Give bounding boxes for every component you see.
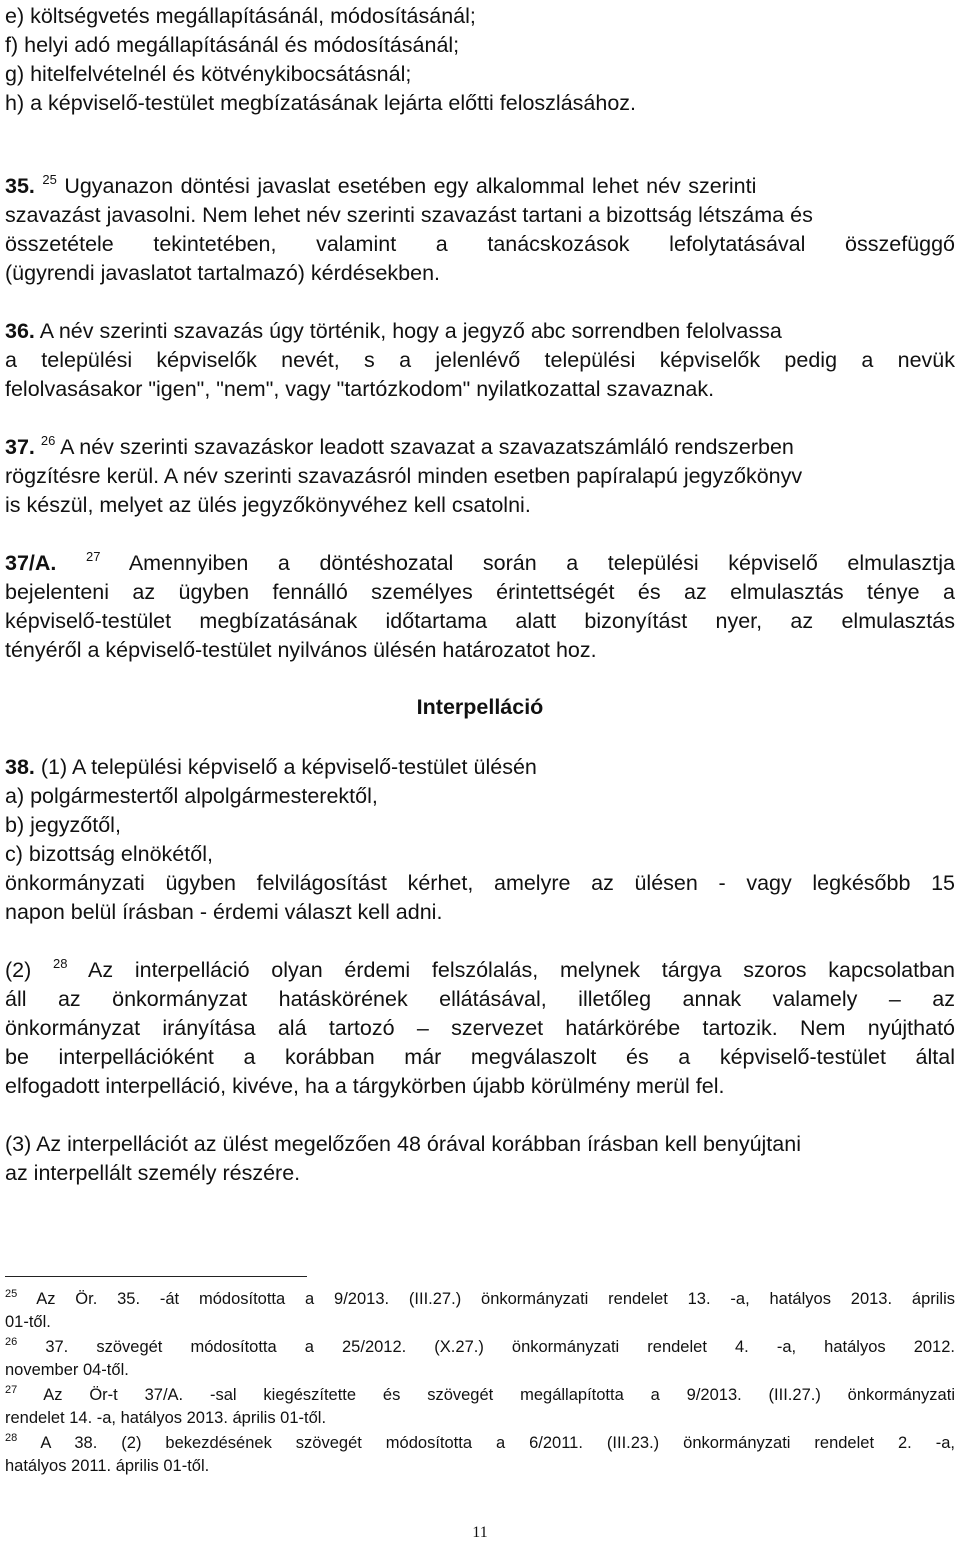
section-36-line-2: a települési képviselők nevét, s a jelenlévő települési képviselők pedig a nevük bbox=[5, 348, 955, 372]
footnote-28-line-2: hatályos 2011. április 01-től. bbox=[5, 1457, 210, 1475]
section-37a-line-3: képviselő-testület megbízatásának időtartama alatt bizonyítást nyer, az elmulasztás bbox=[5, 609, 955, 633]
page-number: 11 bbox=[472, 1524, 488, 1541]
section-37a-line-4: tényéről a képviselő-testület nyilvános ülésén határozatot hoz. bbox=[5, 638, 597, 662]
section-35-line-3: összetétele tekintetében, valamint a tanácskozások lefolytatásával összefüggő bbox=[5, 232, 955, 256]
section-text: A név szerinti szavazáskor leadott szavazat a szavazatszámláló rendszerben bbox=[60, 435, 794, 459]
footnote-ref[interactable]: 25 bbox=[42, 172, 57, 187]
section-38-line-6: napon belül írásban - érdemi választ kell adni. bbox=[5, 900, 443, 924]
footnote-number: 28 bbox=[5, 1432, 18, 1444]
footnote-separator bbox=[5, 1276, 307, 1277]
footnote-ref[interactable]: 28 bbox=[53, 956, 68, 971]
footnote-ref[interactable]: 26 bbox=[40, 433, 56, 448]
section-number: 35. bbox=[5, 174, 35, 198]
footnote-26-line-2: november 04-től. bbox=[5, 1361, 129, 1379]
footnote-text: A 38. (2) bekezdésének szövegét módosította a 6/2011. (III.23.) önkormányzati rendelet 2. -a, bbox=[40, 1434, 955, 1452]
paragraph-3-line-1: (3) Az interpellációt az ülést megelőzően 48 órával korábban írásban kell benyújtani bbox=[5, 1132, 801, 1156]
footnote-25-line-2: 01-től. bbox=[5, 1313, 51, 1331]
section-number: 37. bbox=[5, 435, 35, 459]
paragraph-number: (2) bbox=[5, 958, 32, 982]
section-36-line-3: felolvasásakor "igen", "nem", vagy "tartózkodom" nyilatkozattal szavaznak. bbox=[5, 377, 715, 401]
footnote-25 bbox=[5, 1288, 955, 1313]
paragraph-2-line-2: áll az önkormányzat hatáskörének ellátásával, illetőleg annak valamely – az bbox=[5, 987, 955, 1011]
section-35-line-1 bbox=[5, 172, 955, 203]
list-item-g: g) hitelfelvételnél és kötvénykibocsátásnál; bbox=[5, 62, 412, 86]
footnote-text: Az Ör. 35. -át módosította a 9/2013. (III.27.) önkormányzati rendelet 13. -a, hatályos 2013. április bbox=[36, 1290, 955, 1308]
section-number: 36. bbox=[5, 319, 35, 343]
footnote-27-line-2: rendelet 14. -a, hatályos 2013. április 01-től. bbox=[5, 1409, 327, 1427]
section-37-line-2: rögzítésre kerül. A név szerinti szavazásról minden esetben papíralapú jegyzőkönyv bbox=[5, 464, 803, 488]
section-text: A név szerinti szavazás úgy történik, hogy a jegyző abc sorrendben felolvassa bbox=[39, 319, 782, 343]
footnote-text: Az Ör-t 37/A. -sal kiegészítette és szövegét megállapította a 9/2013. (III.27.) önkormányzati bbox=[43, 1386, 955, 1404]
list-item-f: f) helyi adó megállapításánál és módosításánál; bbox=[5, 33, 460, 57]
section-text: (1) A települési képviselő a képviselő-testület ülésén bbox=[40, 755, 537, 779]
footnote-ref[interactable]: 27 bbox=[85, 549, 101, 564]
footnote-28 bbox=[5, 1432, 955, 1457]
section-37-line-1 bbox=[5, 433, 955, 464]
section-35-line-4: (ügyrendi javaslatot tartalmazó) kérdésekben. bbox=[5, 261, 440, 285]
section-number: 37/A. bbox=[5, 551, 57, 575]
footnote-26 bbox=[5, 1336, 955, 1361]
section-text: Ugyanazon döntési javaslat esetében egy alkalommal lehet név szerinti bbox=[64, 174, 757, 198]
section-37-line-3: is készül, melyet az ülés jegyzőkönyvéhez kell csatolni. bbox=[5, 493, 531, 517]
paragraph-2-line-4: be interpellációként a korábban már megválaszolt és a képviselő-testület által bbox=[5, 1045, 955, 1069]
footnote-number: 26 bbox=[5, 1336, 18, 1348]
list-item-c: c) bizottság elnökétől, bbox=[5, 842, 213, 866]
section-text: Amennyiben a döntéshozatal során a települési képviselő elmulasztja bbox=[128, 551, 955, 575]
section-37a-line-2: bejelenteni az ügyben fennálló személyes érintettségét és az elmulasztás ténye a bbox=[5, 580, 955, 604]
paragraph-text: Az interpelláció olyan érdemi felszólalás, melynek tárgya szoros kapcsolatban bbox=[88, 958, 955, 982]
section-heading-interpellacio: Interpelláció bbox=[416, 695, 544, 719]
footnote-number: 27 bbox=[5, 1384, 18, 1396]
paragraph-2-line-3: önkormányzat irányítása alá tartozó – szervezet határkörébe tartozik. Nem nyújtható bbox=[5, 1016, 955, 1040]
list-item-h: h) a képviselő-testület megbízatásának lejárta előtti feloszlásához. bbox=[5, 91, 637, 115]
list-item-e: e) költségvetés megállapításánál, módosításánál; bbox=[5, 4, 476, 28]
section-36-line-1 bbox=[5, 317, 955, 345]
paragraph-2-line-1 bbox=[5, 956, 955, 987]
section-38-line-5: önkormányzati ügyben felvilágosítást kérhet, amelyre az ülésen - vagy legkésőbb 15 bbox=[5, 871, 955, 895]
list-item-b: b) jegyzőtől, bbox=[5, 813, 121, 837]
footnote-text: 37. szövegét módosította a 25/2012. (X.27.) önkormányzati rendelet 4. -a, hatályos 2012. bbox=[45, 1338, 955, 1356]
section-37a-line-1 bbox=[5, 549, 955, 580]
section-35-line-2: szavazást javasolni. Nem lehet név szerinti szavazást tartani a bizottság létszáma és bbox=[5, 203, 813, 227]
footnote-number: 25 bbox=[5, 1288, 18, 1300]
section-38-line-1 bbox=[5, 753, 955, 781]
paragraph-3-line-2: az interpellált személy részére. bbox=[5, 1161, 301, 1185]
section-number: 38. bbox=[5, 755, 35, 779]
footnote-27 bbox=[5, 1384, 955, 1409]
list-item-a: a) polgármestertől alpolgármesterektől, bbox=[5, 784, 378, 808]
paragraph-2-line-5: elfogadott interpelláció, kivéve, ha a tárgykörben újabb körülmény merül fel. bbox=[5, 1074, 725, 1098]
